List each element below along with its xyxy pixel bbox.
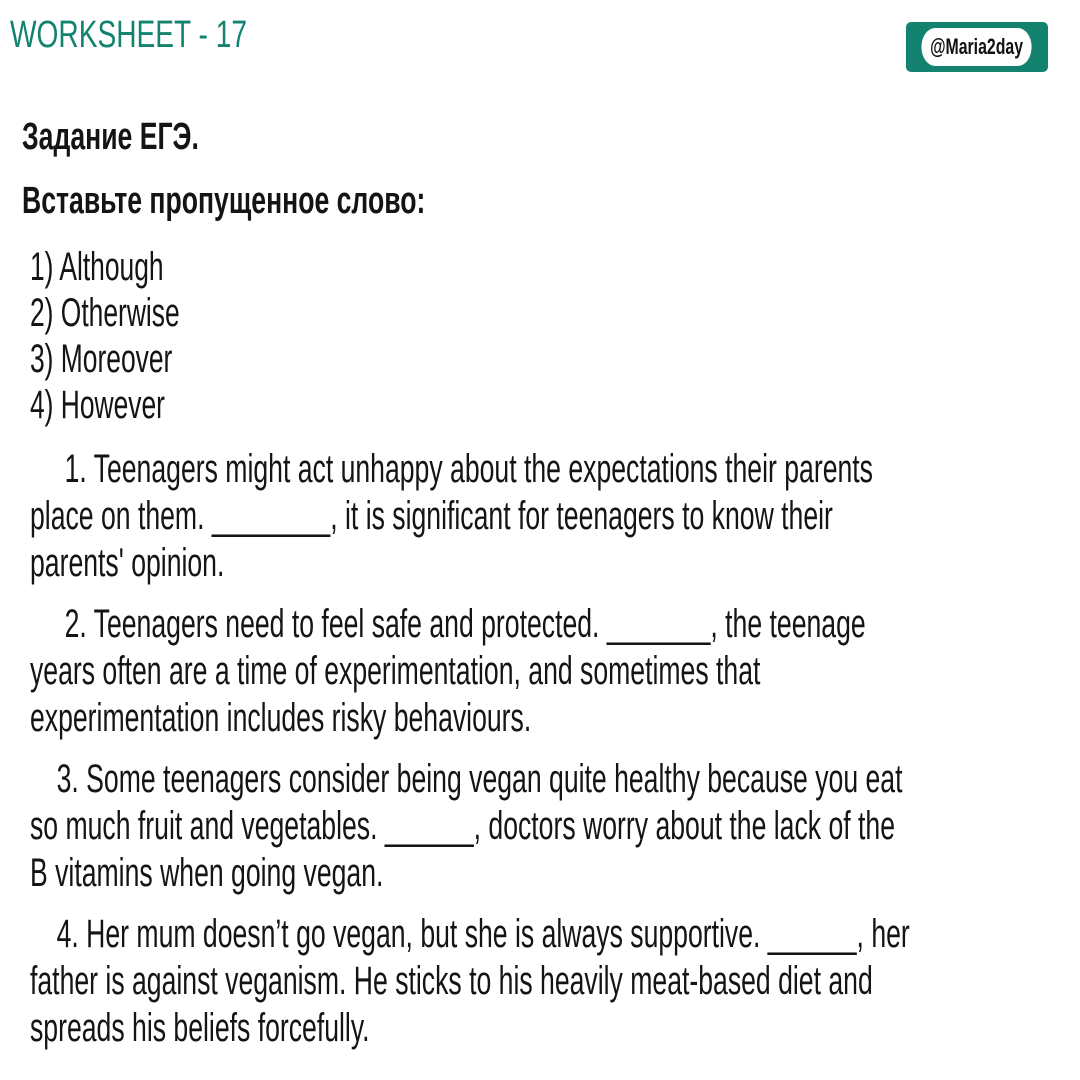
sentence-line: years often are a time of experimentation, and sometimes that [30,649,761,693]
answer-options [30,244,257,428]
sentence-line: spreads his beliefs forcefully. [30,1006,370,1050]
sentence-line: 1. Teenagers might act unhappy about the expectations their parents [64,447,873,491]
sentence-line: parents' opinion. [30,541,225,585]
sentence-line: 3. Some teenagers consider being vegan quite healthy because you eat [56,757,903,801]
option-1: 1) Although [30,245,164,289]
sentence-line: place on them. ________, it is significant for teenagers to know their [30,494,833,538]
sentence-line: 4. Her mum doesn’t go vegan, but she is always supportive. ______, her [56,912,910,956]
sentence-line: B vitamins when going vegan. [30,851,384,895]
worksheet-title: WORKSHEET - 17 [10,14,247,56]
exercise-sentences [30,446,1060,1066]
sentence-line: so much fruit and vegetables. ______, doctors worry about the lack of the [30,804,896,848]
sentence-line: 2. Teenagers need to feel safe and protected. _______, the teenage [64,602,866,646]
sentence-4 [30,911,1060,1052]
option-4: 4) However [30,383,165,427]
option-2: 2) Otherwise [30,291,180,335]
task-heading [22,108,598,236]
sentence-line: experimentation includes risky behaviours. [30,696,532,740]
task-title: Задание ЕГЭ. [22,116,199,158]
sentence-2 [30,601,1060,742]
sentence-line: father is against veganism. He sticks to his heavily meat-based diet and [30,959,873,1003]
task-instruction: Вставьте пропущенное слово: [22,180,426,222]
sentence-1 [30,446,1060,587]
option-3: 3) Moreover [30,337,173,381]
author-handle: @Maria2day [922,28,1032,66]
sentence-3 [30,756,1060,897]
author-handle-badge [906,22,1048,72]
